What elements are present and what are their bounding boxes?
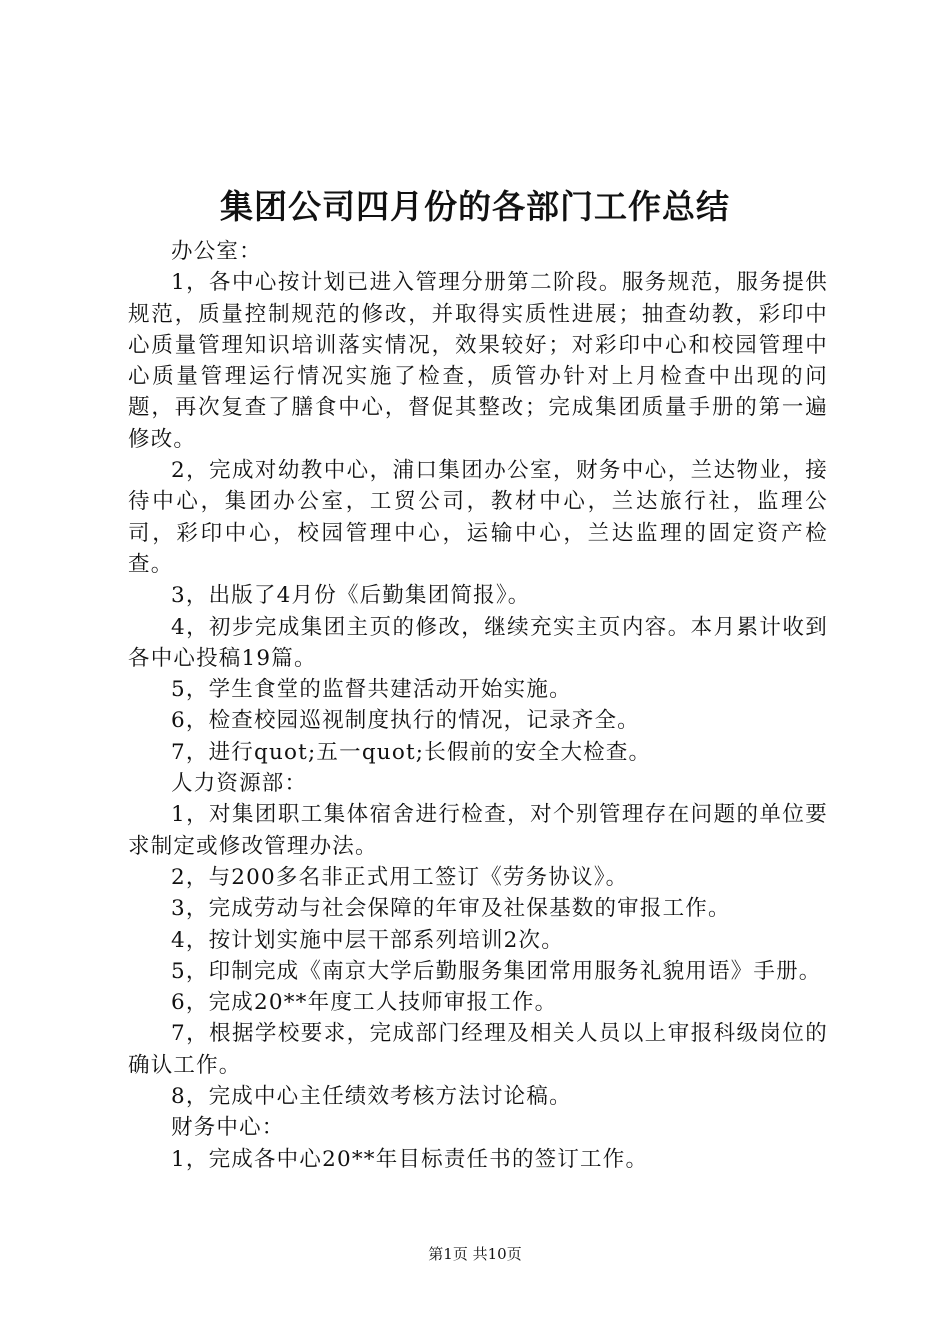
- paragraph: 2，完成对幼教中心，浦口集团办公室，财务中心，兰达物业，接待中心，集团办公室，工贸公司，教材中心，兰达旅行社，监理公司，彩印中心，校园管理中心，运输中心，兰达监理的固定资产检查。: [128, 458, 828, 577]
- paragraph: 1，完成各中心20**年目标责任书的签订工作。: [171, 1146, 649, 1172]
- paragraph: 8，完成中心主任绩效考核方法讨论稿。: [171, 1084, 572, 1110]
- paragraph: 4，按计划实施中层干部系列培训2次。: [171, 927, 564, 953]
- paragraph: 3，出版了4月份《后勤集团简报》。: [171, 583, 531, 609]
- paragraph: 7，进行quot;五一quot;长假前的安全大检查。: [171, 739, 652, 765]
- section-heading-office: 办公室：: [171, 239, 262, 264]
- paragraph: 7，根据学校要求，完成部门经理及相关人员以上审报科级岗位的确认工作。: [128, 1021, 828, 1078]
- paragraph: 1，各中心按计划已进入管理分册第二阶段。服务规范，服务提供规范，质量控制规范的修改，并取得实质性进展；抽查幼教，彩印中心质量管理知识培训落实情况，效果较好；对彩印中心和校园管理中心质量管理运行情况实施了检查，质管办针对上月检查中出现的问题，再次复查了膳食中心，督促其整改；完成集团质量手册的第一遍修改。: [128, 270, 828, 452]
- paragraph: 6，完成20**年度工人技师审报工作。: [171, 990, 558, 1016]
- document-title: 集团公司四月份的各部门工作总结: [220, 187, 730, 226]
- section-heading-hr: 人力资源部：: [171, 771, 308, 797]
- paragraph: 5，印制完成《南京大学后勤服务集团常用服务礼貌用语》手册。: [171, 958, 822, 984]
- paragraph: 1，对集团职工集体宿舍进行检查，对个别管理存在问题的单位要求制定或修改管理办法。: [128, 802, 828, 859]
- paragraph: 6，检查校园巡视制度执行的情况，记录齐全。: [171, 708, 640, 734]
- paragraph: 3，完成劳动与社会保障的年审及社保基数的审报工作。: [171, 896, 731, 922]
- document-body: [128, 236, 828, 1175]
- paragraph: 4，初步完成集团主页的修改，继续充实主页内容。本月累计收到各中心投稿19篇。: [128, 614, 828, 671]
- paragraph: 2，与200多名非正式用工签订《劳务协议》。: [171, 864, 629, 890]
- section-heading-finance: 财务中心：: [171, 1115, 285, 1141]
- page-footer: 第1页 共10页: [428, 1245, 522, 1263]
- paragraph: 5，学生食堂的监督共建活动开始实施。: [171, 677, 572, 703]
